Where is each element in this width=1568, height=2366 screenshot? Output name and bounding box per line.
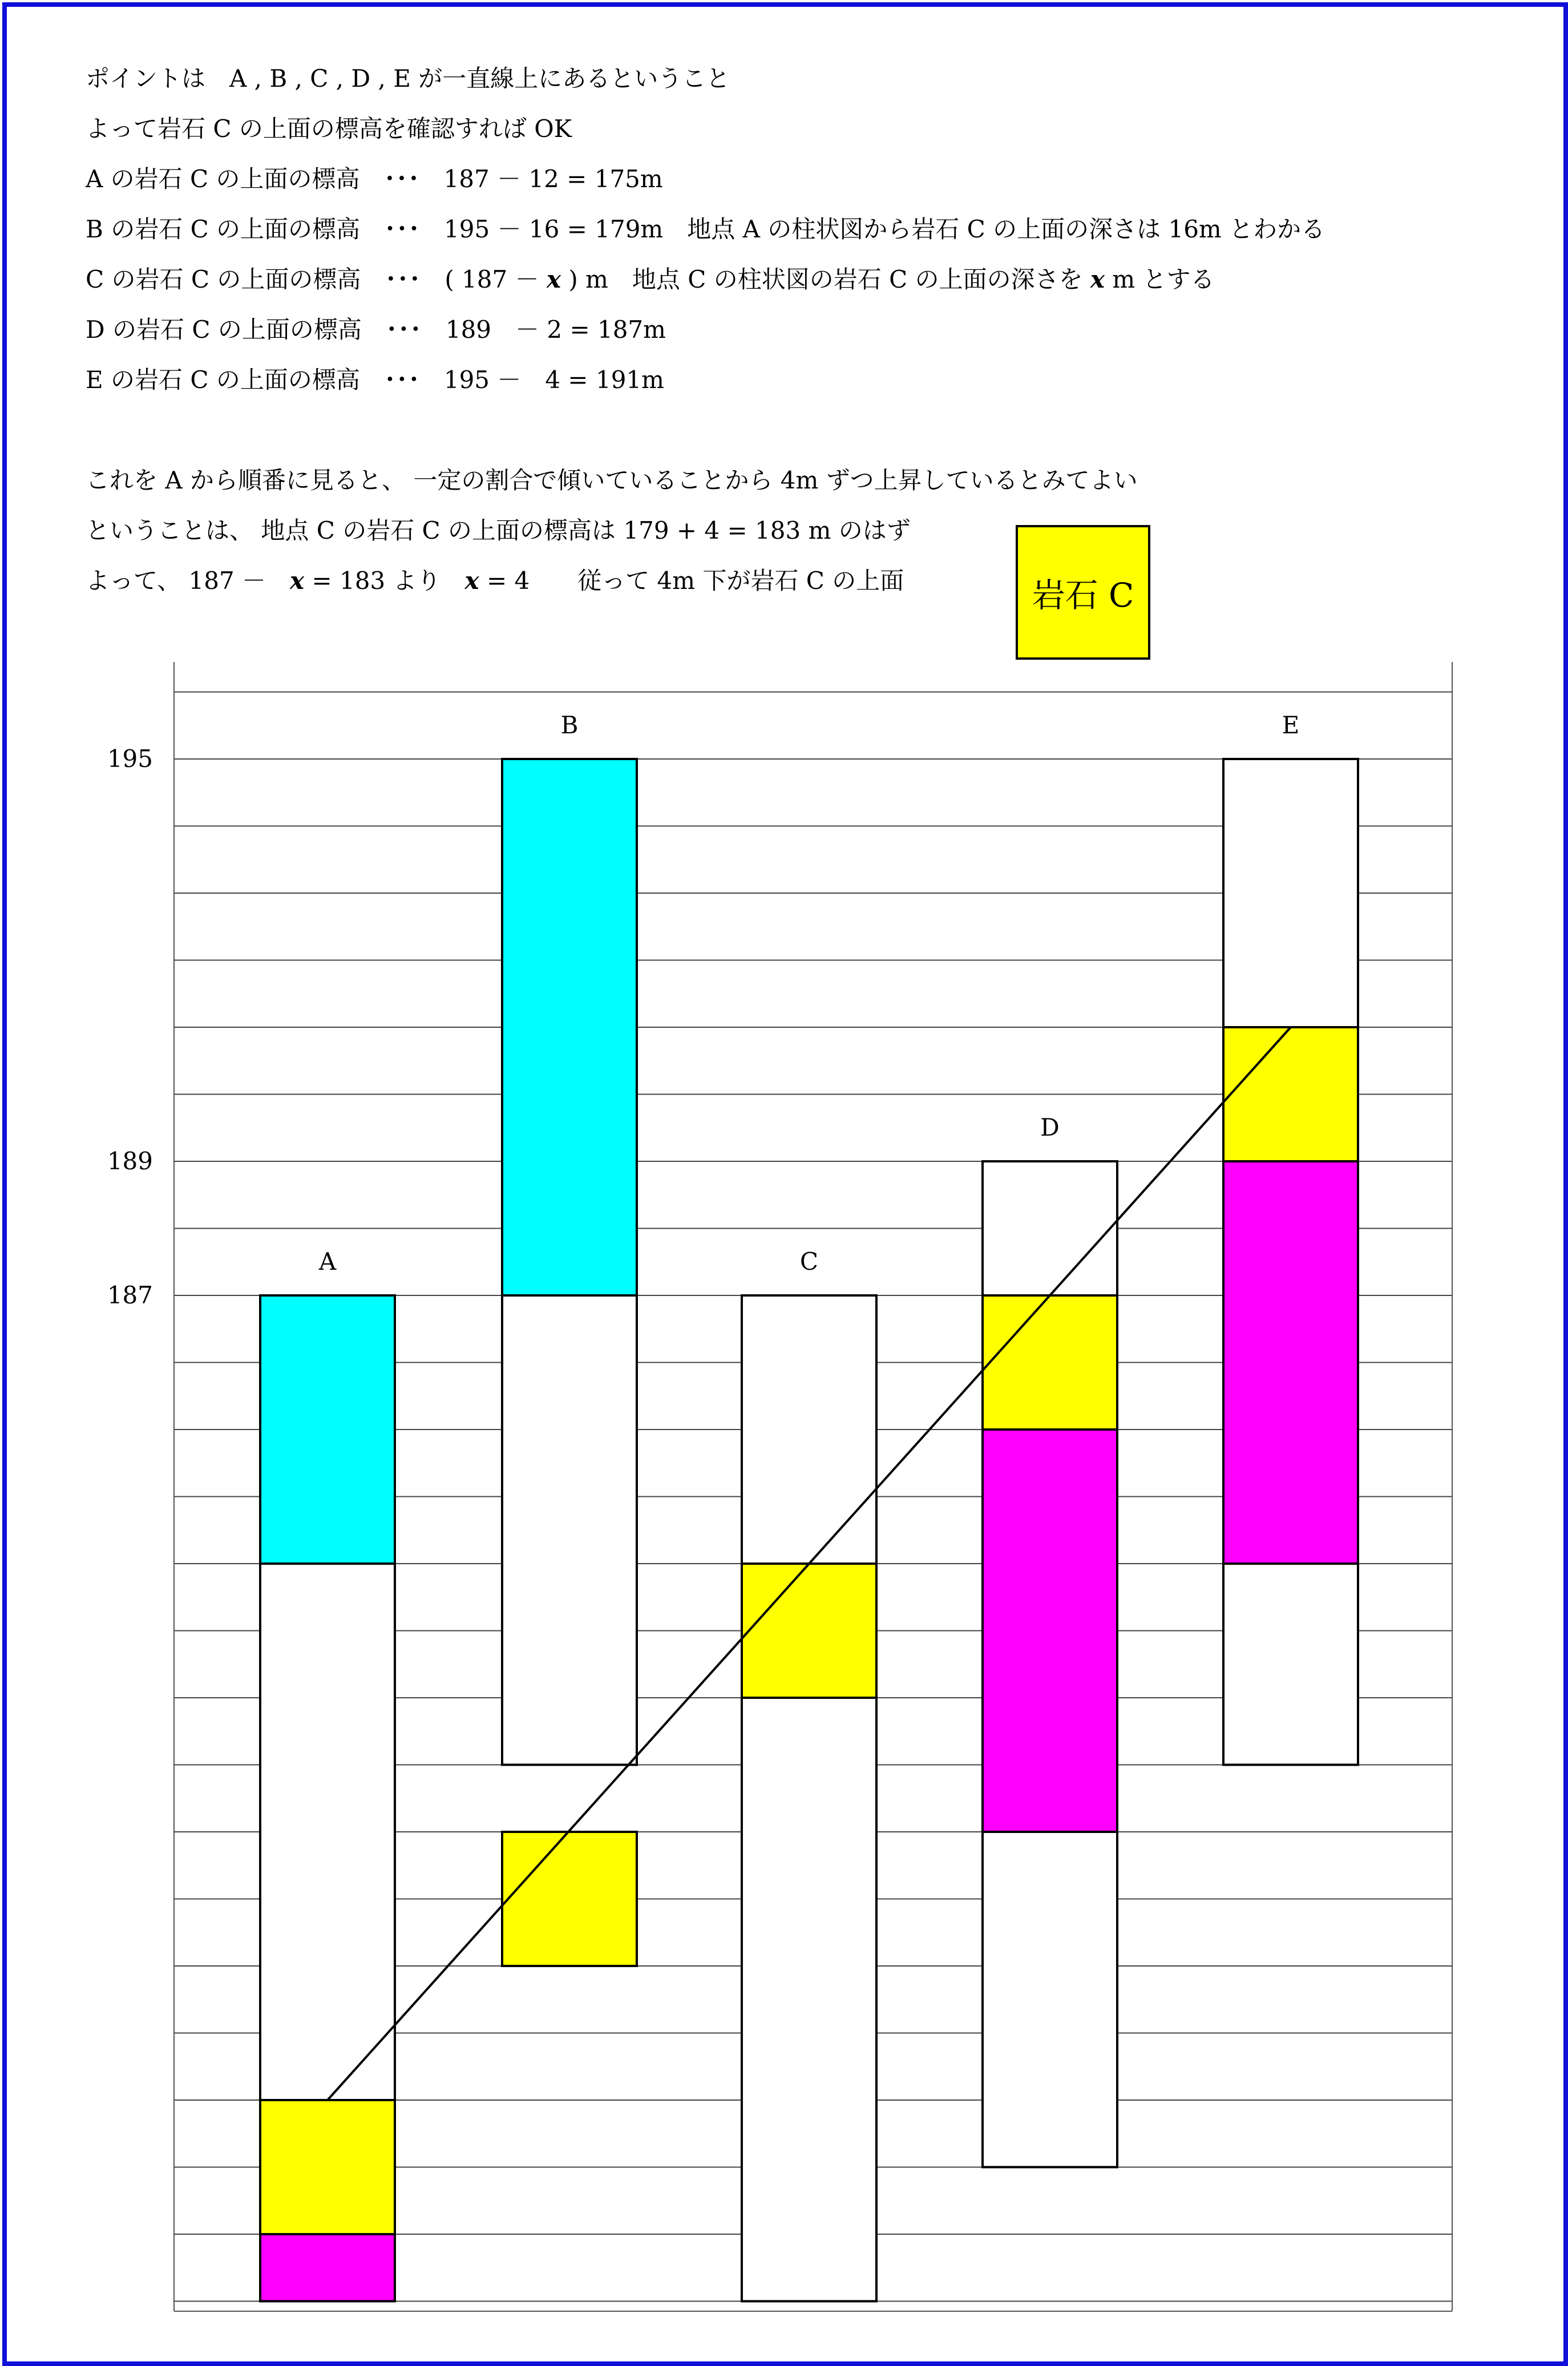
note-line-10-b: = 183 より [312,567,441,595]
note-line-8: これを A から順番に見ると、 一定の割合で傾いていることから 4m ずつ上昇しているとみてよい [86,466,1138,494]
variable-x: x [1090,265,1105,293]
note-line-5-c: m とする [1112,265,1215,293]
note-line-5-a: C の岩石 C の上面の標高 ･･･ ( 187 － [86,265,539,293]
note-line-7: E の岩石 C の上面の標高 ･･･ 195 － 4 = 191m [86,366,664,394]
note-line-10-a: よって、 187 － [86,567,266,595]
note-line-10-c: = 4 従って 4m 下が岩石 C の上面 [486,567,904,595]
column-E-layer [1223,759,1358,1027]
column-E-layer [1223,1161,1358,1564]
column-B-layer [502,1832,637,1966]
column-A-layer [260,1564,395,2100]
column-A-layer [260,2234,395,2302]
column-C-layer [742,1698,876,2302]
column-D-layer [983,1832,1117,2167]
note-line-4: B の岩石 C の上面の標高 ･･･ 195 － 16 = 179m 地点 A の柱状図から岩石 C の上面の深さは 16m とわかる [86,215,1325,243]
note-line-1: ポイントは A , B , C , D , E が一直線上にあるということ [86,64,730,92]
column-B-layer [502,1295,637,1765]
column-E-layer [1223,1564,1358,1765]
column-D-layer [983,1295,1117,1430]
column-A-layer [260,2100,395,2234]
column-A-layer [260,1295,395,1564]
column-C-layer [742,1564,876,1698]
elevation-label: 195 [107,745,153,773]
legend-rock-c: 岩石 C [1016,525,1150,660]
elevation-label: 189 [107,1147,153,1175]
elevation-label: 187 [107,1281,153,1309]
note-line-3: A の岩石 C の上面の標高 ･･･ 187 － 12 = 175m [86,165,663,193]
column-C-layer [742,1295,876,1564]
column-D-layer [983,1430,1117,1832]
variable-x: x [290,567,305,595]
column-label-C: C [799,1247,819,1275]
column-label-B: B [560,711,579,739]
note-line-5-b: ) m 地点 C の柱状図の岩石 C の上面の深さを [568,265,1083,293]
column-label-E: E [1282,711,1300,739]
column-B-layer [502,759,637,1295]
variable-x: x [546,265,561,293]
column-E-layer [1223,1027,1358,1161]
variable-x: x [464,567,479,595]
column-D-layer [983,1161,1117,1295]
column-label-D: D [1040,1113,1060,1141]
note-line-9: ということは、 地点 C の岩石 C の上面の標高は 179 + 4 = 183 m のはず [86,516,911,544]
note-line-6: D の岩石 C の上面の標高 ･･･ 189 － 2 = 187m [86,316,666,344]
note-line-2: よって岩石 C の上面の標高を確認すれば OK [86,115,572,143]
column-label-A: A [318,1247,337,1275]
